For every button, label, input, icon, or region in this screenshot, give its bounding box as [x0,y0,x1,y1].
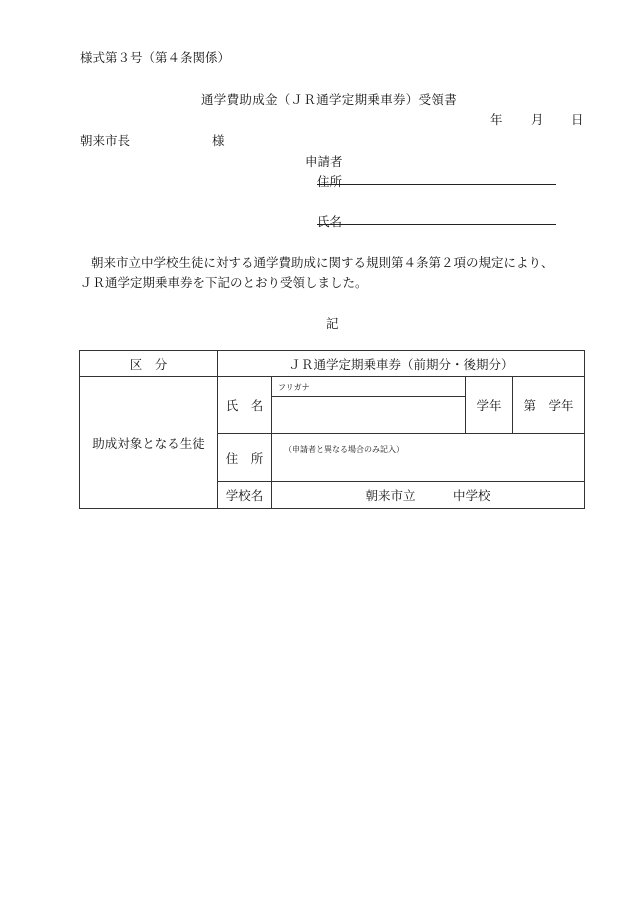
name-label: 氏 名 [225,398,264,413]
document-title: 通学費助成金（ＪＲ通学定期乗車券）受領書 [201,92,458,107]
grade-value-cell[interactable] [513,377,585,434]
target-label-cell [80,377,218,509]
address-label: 住 所 [225,450,264,466]
category-value-cell [218,351,585,377]
school-value-cell[interactable] [272,482,585,509]
school-label-cell [218,482,272,509]
address-label-cell [218,434,272,482]
furigana-row[interactable] [272,377,465,397]
addressee-honorific: 様 [212,133,225,148]
addressee-name: 朝来市長 [80,133,131,148]
grade-label-cell [466,377,513,434]
applicant-address-line[interactable] [317,184,556,185]
school-label: 学校名 [225,488,264,503]
applicant-name-line[interactable] [317,224,556,225]
form-number: 様式第３号（第４条関係） [80,50,231,65]
name-label-cell [218,377,272,434]
grade-value: 第 学年 [523,398,574,413]
address-input-cell[interactable] [272,434,585,482]
body-text-line-2: ＪＲ通学定期乗車券を下記のとおり受領しました。 [80,275,368,290]
category-label: 区 分 [129,356,168,372]
address-note: （申請者と異なる場合のみ記入） [284,445,404,454]
applicant-name-label: 氏名 [317,214,343,229]
ki-heading: 記 [326,316,339,331]
date-day-label: 日 [571,112,584,127]
body-text-line-1: 朝来市立中学校生徒に対する通学費助成に関する規則第４条第２項の規定により、 [91,255,554,270]
student-name-field[interactable] [272,397,465,433]
name-field [272,377,465,433]
date-month-label: 月 [531,112,544,127]
furigana-label: フリガナ [278,383,310,392]
grade-label: 学年 [476,398,502,413]
receipt-table [79,350,585,509]
date-year-label: 年 [490,112,503,127]
category-value: ＪＲ通学定期乗車券（前期分・後期分） [288,356,514,372]
school-value: 朝来市立 中学校 [365,488,491,503]
name-input-cell[interactable] [272,377,466,434]
applicant-label: 申請者 [305,154,343,169]
category-label-cell [80,351,218,377]
applicant-address-label: 住所 [317,174,343,189]
target-label: 助成対象となる生徒 [92,435,205,451]
